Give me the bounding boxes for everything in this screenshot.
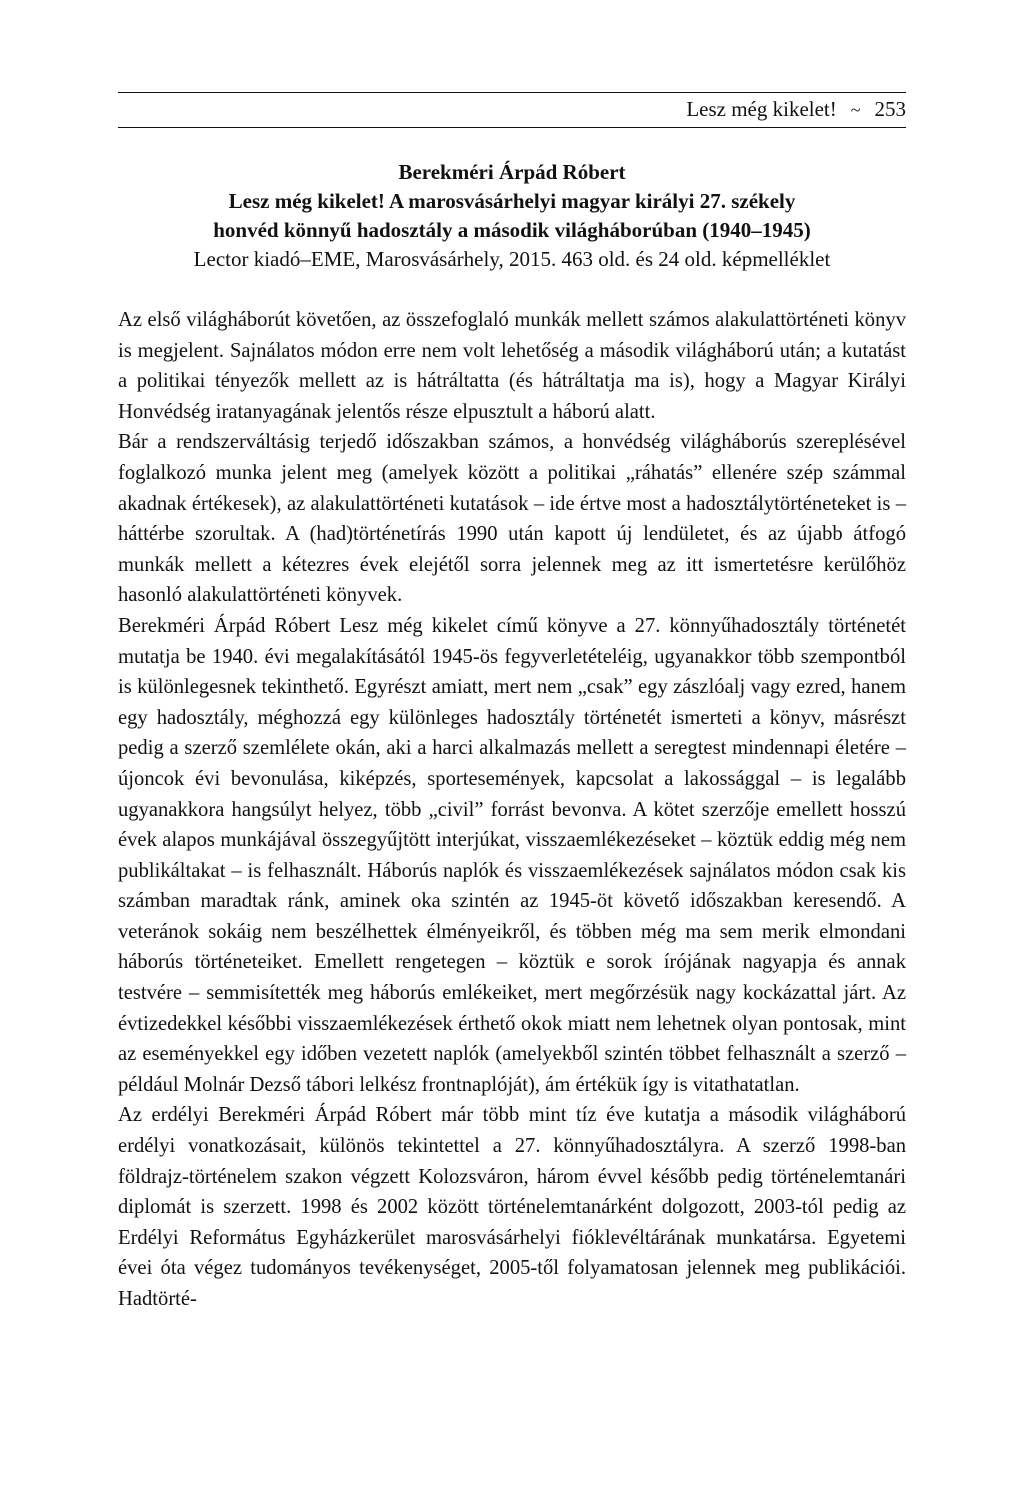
review-heading bbox=[118, 158, 906, 274]
running-header bbox=[118, 92, 906, 128]
review-body bbox=[118, 305, 906, 1315]
book-title-line-1: Lesz még kikelet! A marosvásárhelyi magyar királyi 27. székely bbox=[228, 189, 796, 213]
book-author: Berekméri Árpád Róbert bbox=[398, 160, 626, 184]
paragraph: Bár a rendszerváltásig terjedő időszakban számos, a honvédség világháborús szereplésével foglalkozó munka jelent meg (amelyek között a politikai „ráhatás” ellenére szép számmal akadnak értékesek), az alakulattörténeti kutatások – ide értve most a hadosztálytörténeteket is – háttérbe szorultak. A (had)történetírás 1990 után kapott új lendületet, és az újabb átfogó munkák mellett a kétezres évek elejétől sorra jelennek meg az itt ismertetésre kerülőhöz hasonló alakulattörténeti könyvek. bbox=[118, 431, 906, 607]
book-title-line-2: honvéd könnyű hadosztály a második világháborúban (1940–1945) bbox=[213, 218, 811, 242]
header-separator: ~ bbox=[850, 100, 861, 120]
paragraph: Berekméri Árpád Róbert Lesz még kikelet című könyve a 27. könnyűhadosztály történetét mutatja be 1940. évi megalakításától 1945-ös fegyverletételéig, ugyanakkor több szempontból is különlegesnek tekinthető. Egyrészt amiatt, mert nem „csak” egy zászlóalj vagy ezred, hanem egy hadosztály, méghozzá egy különleges hadosztály történetét ismerteti a könyv, másrészt pedig a szerző szemlélete okán, aki a harci alkalmazás mellett a seregtest mindennapi életére – újoncok évi bevonulása, kiképzés, sportesemények, kapcsolat a lakossággal – is legalább ugyanakkora hangsúlyt helyez, több „civil” forrást bevonva. A kötet szerzője emellett hosszú évek alapos munkájával összegyűjtött interjúkat, visszaemlékezéseket – köztük eddig még nem publikáltakat – is felhasznált. Háborús naplók és visszaemlékezések sajnálatos módon csak kis számban maradtak ránk, aminek oka szintén az 1945-öt követő időszakban keresendő. A veteránok sokáig nem beszélhettek élményeikről, és többen még ma sem merik elmondani háborús történeteiket. Emellett rengetegen – köztük e sorok írójának nagyapja és annak testvére – semmisítették meg háborús emlékeiket, mert megőrzésük nagy kockázattal járt. Az évtizedekkel későbbi visszaemlékezések érthető okok miatt nem lehetnek olyan pontosak, mint az eseményekkel egy időben vezetett naplók (amelyekből szintén többet felhasznált a szerző – például Molnár Dezső tábori lelkész frontnaplóját), ám értékük így is vitathatatlan. bbox=[118, 614, 906, 1096]
paragraph: Az első világháborút követően, az összefoglaló munkák mellett számos alakulattörténeti könyv is megjelent. Sajnálatos módon erre nem volt lehetőség a második világháború után; a kutatást a politikai tényezők mellett az is hátráltatta (és hátráltatja ma is), hogy a Magyar Királyi Honvédség iratanyagának jelentős része elpusztult a háború alatt. bbox=[118, 309, 906, 423]
page-number: 253 bbox=[874, 97, 906, 121]
publication-details: Lector kiadó–EME, Marosvásárhely, 2015. 463 old. és 24 old. képmelléklet bbox=[193, 247, 831, 271]
paragraph: Az erdélyi Berekméri Árpád Róbert már több mint tíz éve kutatja a második világháború erdélyi vonatkozásait, különös tekintettel a 27. könnyűhadosztályra. A szerző 1998-ban földrajz-történelem szakon végzett Kolozsváron, három évvel később pedig történelemtanári diplomát is szerzett. 1998 és 2002 között történelemtanárként dolgozott, 2003-tól pedig az Erdélyi Református Egyházkerület marosvásárhelyi fióklevéltárának munkatársa. Egyetemi évei óta végez tudományos tevékenységet, 2005-től folyamatosan jelennek meg publikációi. Hadtörté- bbox=[118, 1104, 906, 1310]
header-line bbox=[118, 93, 906, 128]
running-title: Lesz még kikelet! bbox=[686, 97, 837, 121]
